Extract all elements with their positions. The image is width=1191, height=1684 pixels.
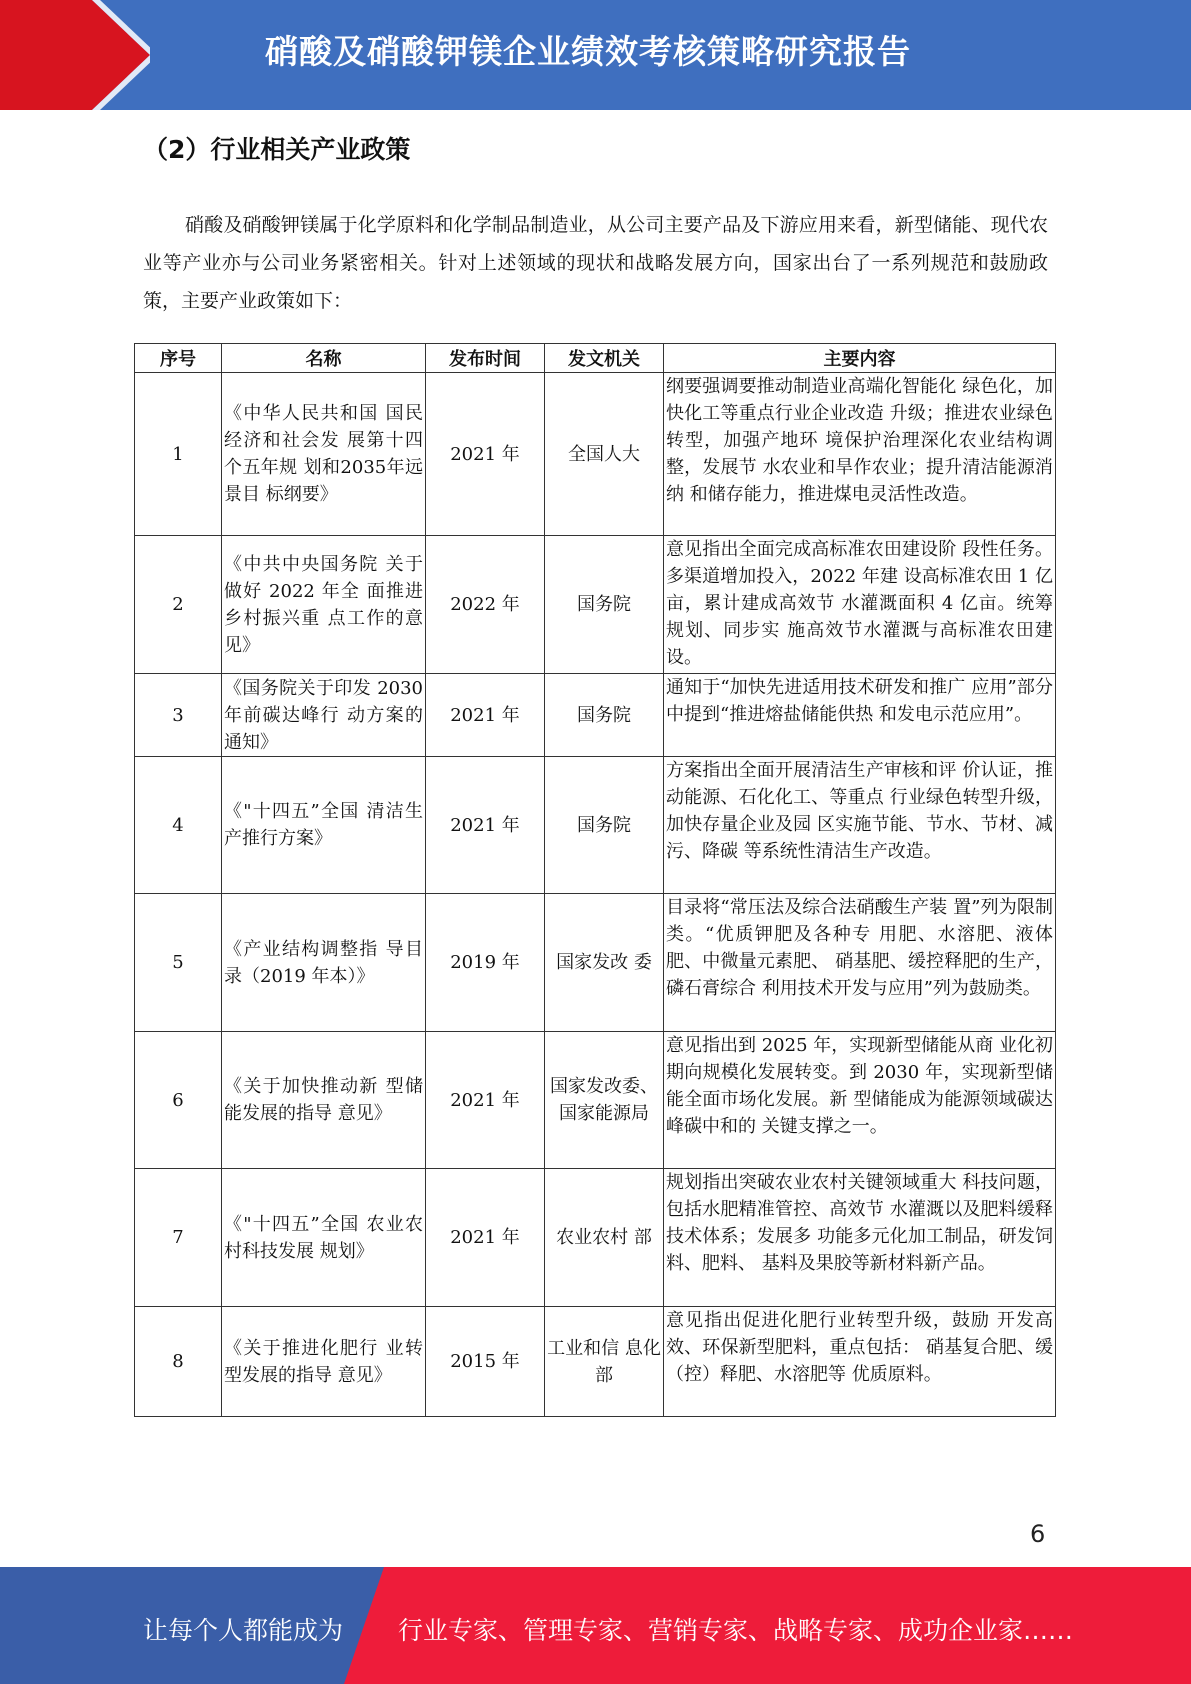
intro-paragraph: 硝酸及硝酸钾镁属于化学原料和化学制品制造业，从公司主要产品及下游应用来看，新型储能、现代农业等产业亦与公司业务紧密相关。针对上述领域的现状和战略发展方向，国家出台了一系列规范和鼓励政策，主要产业政策如下： (143, 214, 1048, 312)
row-no: 6 (135, 1032, 222, 1169)
row-no: 7 (135, 1169, 222, 1307)
row-org: 全国人大 (545, 373, 664, 536)
row-no: 1 (135, 373, 222, 536)
row-org: 国务院 (545, 536, 664, 674)
row-no: 5 (135, 894, 222, 1032)
row-name: 《中共中央国务院 关于做好 2022 年全 面推进乡村振兴重 点工作的意见》 (222, 536, 426, 674)
row-date: 2021 年 (426, 674, 545, 757)
header-date: 发布时间 (426, 344, 545, 373)
header-arrow-decoration (0, 0, 150, 110)
header-org: 发文机关 (545, 344, 664, 373)
row-name: 《"十四五”全国 农业农村科技发展 规划》 (222, 1169, 426, 1307)
table-header-row (135, 344, 1056, 373)
row-no: 4 (135, 757, 222, 894)
header-no: 序号 (135, 344, 222, 373)
table-row (135, 1169, 1056, 1307)
row-date: 2019 年 (426, 894, 545, 1032)
row-date: 2022 年 (426, 536, 545, 674)
footer-slogan-left: 让每个人都能成为 (143, 1616, 344, 1645)
row-org: 国务院 (545, 674, 664, 757)
row-content: 规划指出突破农业农村关键领域重大 科技问题，包括水肥精准管控、高效节 水灌溉以及肥料缓释技术体系；发展多 功能多元化加工制品，研发饲料、肥料、 基料及果胶等新材料新产品。 (664, 1169, 1056, 1307)
page-number: 6 (1030, 1520, 1046, 1548)
row-content: 意见指出到 2025 年，实现新型储能从商 业化初期向规模化发展转变。到 2030 年，实现新型储能全面市场化发展。新 型储能成为能源领域碳达峰碳中和的 关键支撑之一。 (664, 1032, 1056, 1169)
row-org: 国家发改 委 (545, 894, 664, 1032)
row-org: 国务院 (545, 757, 664, 894)
row-content: 通知于“加快先进适用技术研发和推广 应用”部分中提到“推进熔盐储能供热 和发电示范应用”。 (664, 674, 1056, 757)
table-row (135, 1032, 1056, 1169)
row-name: 《中华人民共和国 国民经济和社会发 展第十四个五年规 划和2035年远景目 标纲要》 (222, 373, 426, 536)
row-date: 2021 年 (426, 1169, 545, 1307)
row-no: 8 (135, 1307, 222, 1417)
section-title: （2）行业相关产业政策 (143, 135, 411, 164)
report-title: 硝酸及硝酸钾镁企业绩效考核策略研究报告 (265, 32, 911, 71)
table-row (135, 373, 1056, 536)
table-row (135, 674, 1056, 757)
row-content: 意见指出全面完成高标准农田建设阶 段性任务。多渠道增加投入，2022 年建 设高标准农田 1 亿亩，累计建成高效节 水灌溉面积 4 亿亩。统筹规划、同步实 施高效节水灌溉与高标准农田建设。 (664, 536, 1056, 674)
row-name: 《关于加快推动新 型储能发展的指导 意见》 (222, 1032, 426, 1169)
row-date: 2021 年 (426, 1032, 545, 1169)
page-footer (0, 1567, 1191, 1684)
table-row (135, 757, 1056, 894)
row-org: 农业农村 部 (545, 1169, 664, 1307)
header-name: 名称 (222, 344, 426, 373)
page-header (0, 0, 1191, 110)
row-no: 2 (135, 536, 222, 674)
policy-table (134, 343, 1056, 1417)
row-no: 3 (135, 674, 222, 757)
row-name: 《产业结构调整指 导目录（2019 年本）》 (222, 894, 426, 1032)
table-row (135, 1307, 1056, 1417)
row-content: 方案指出全面开展清洁生产审核和评 价认证，推动能源、石化化工、等重点 行业绿色转型升级，加快存量企业及园 区实施节能、节水、节材、减污、降碳 等系统性清洁生产改造。 (664, 757, 1056, 894)
row-name: 《国务院关于印发 2030 年前碳达峰行 动方案的通知》 (222, 674, 426, 757)
row-name: 《关于推进化肥行 业转型发展的指导 意见》 (222, 1307, 426, 1417)
table-row (135, 536, 1056, 674)
table-row (135, 894, 1056, 1032)
header-content: 主要内容 (664, 344, 1056, 373)
row-date: 2021 年 (426, 757, 545, 894)
row-org: 工业和信 息化部 (545, 1307, 664, 1417)
row-content: 意见指出促进化肥行业转型升级，鼓励 开发高效、环保新型肥料，重点包括： 硝基复合肥、缓（控）释肥、水溶肥等 优质原料。 (664, 1307, 1056, 1417)
row-content: 目录将“常压法及综合法硝酸生产装 置”列为限制类。“优质钾肥及各种专 用肥、水溶肥、液体肥、中微量元素肥、 硝基肥、缓控释肥的生产，磷石膏综合 利用技术开发与应用”列为鼓励类。 (664, 894, 1056, 1032)
row-org: 国家发改委、国家能源局 (545, 1032, 664, 1169)
row-date: 2015 年 (426, 1307, 545, 1417)
row-name: 《"十四五”全国 清洁生产推行方案》 (222, 757, 426, 894)
footer-slogan-right: 行业专家、管理专家、营销专家、战略专家、成功企业家…… (398, 1616, 1074, 1645)
row-content: 纲要强调要推动制造业高端化智能化 绿色化，加快化工等重点行业企业改造 升级；推进农业绿色转型，加强产地环 境保护治理深化农业结构调整，发展节 水农业和旱作农业；提升清洁能源消纳 和储存能力，推进煤电灵活性改造。 (664, 373, 1056, 536)
row-date: 2021 年 (426, 373, 545, 536)
